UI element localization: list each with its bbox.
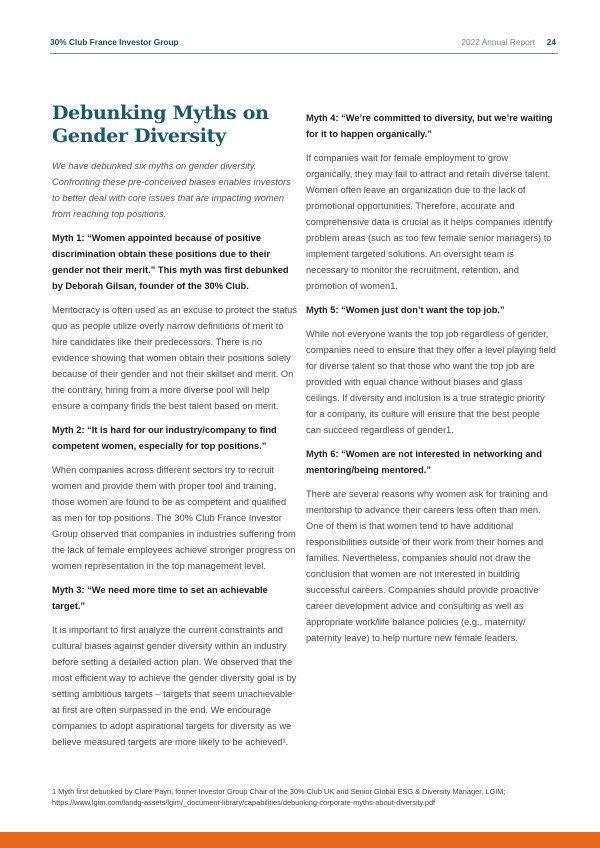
myth-4-body: If companies wait for female employment to grow organically, they may fail to attract and retain diverse talent. Women often leave an organization due to the lack of promotional opportunities. Therefore, accurate and comprehensive data is crucial as it helps companies identify problem areas (such as too few female senior managers) to implement targeted solutions. An oversight team is necessary to monitor the recruitment, retention, and promotion of women1. (306, 153, 553, 291)
header-report-title: 2022 Annual Report (461, 37, 535, 47)
left-column (52, 102, 298, 758)
page-header (50, 33, 558, 54)
myth-5-body: While not everyone wants the top job regardless of gender, companies need to ensure that they offer a level playing field for diverse talent so that those who want the top job are provided with equal chance without biases and glass ceilings. If diversity and inclusion is a true strategic priority for a company, its culture will ensure that the best people can succeed regardless of gender1. (306, 329, 556, 435)
myth-6-body: There are several reasons why women ask for training and mentorship to advance their careers less often than men. One of them is that women tend to have additional responsibilities outside of their work from their homes and families. Nevertheless, companies should not draw the conclusion that women are not interested in building successful careers. Companies should provide proactive career development advice and consulting as well as appropriate work/life balance policies (e.g., maternity/ paternity leave) to help nurture new female leaders. (306, 489, 548, 643)
myth-3-body: It is important to first analyze the current constraints and cultural biases against gender diversity within an industry before setting a detailed action plan. We observed that the most efficient way to achieve the gender diversity goal is by setting ambitious targets – targets that seem unachievable at first are often surpassed in the end. We encourage companies to adopt aspirational targets for diversity as we believe measured targets are more likely to be achieved¹. (52, 625, 297, 747)
myth-2-title: Myth 2: “It is hard for our industry/company to find competent women, especially for top positions.” (52, 425, 277, 451)
page-title: Debunking Myths on Gender Diversity (52, 102, 269, 147)
myth-2-body: When companies across different sectors try to recruit women and provide them with proper tool and training, those women are found to be as competent and qualified as men for top positions. The 30% Club France Investor Group observed that companies in industries suffering from the lack of female employees achieve stronger progress on women representation in the top management level. (52, 465, 296, 571)
myth-6-title: Myth 6: “Women are not interested in networking and mentoring/being mentored.” (306, 449, 542, 475)
header-right (461, 37, 556, 47)
footnote: 1 Myth first debunked by Clare Payn, former Investor Group Chair of the 30% Club UK and Senior Global ESG & Diversity Manager, LGIM; https://www.lgim.com/landg-assets/lgim/_document-library/capabilities/debunking-corporate-myths-about-diversity.pdf (52, 787, 506, 807)
intro-text: We have debunked six myths on gender diversity. Confronting these pre-conceived biases enables investors to better deal with core issues that are impacting women from reaching top positions. (52, 161, 291, 219)
myth-4-title: Myth 4: “We’re committed to diversity, but we’re waiting for it to happen organically.” (306, 113, 553, 139)
myth-1-body: Meritocracy is often used as an excuse to protect the status quo as people utilize overly narrow definitions of merit to hire candidates like their predecessors. There is no evidence showing that women obtain their positions solely because of their gender and not their skillset and merit. On the contrary, hiring from a more diverse pool will help ensure a company finds the best talent based on merit. (52, 305, 297, 411)
myth-1-title: Myth 1: “Women appointed because of positive discrimination obtain these positions due to their gender not their merit.” This myth was first debunked by Deborah Gilsan, founder of the 30% Club. (52, 233, 289, 291)
myth-3-title: Myth 3: “We need more time to set an achievable target.” (52, 585, 268, 611)
bottom-accent-bar (0, 832, 600, 848)
right-column (306, 110, 556, 654)
myth-5-title: Myth 5: “Women just don’t want the top job.” (306, 305, 505, 315)
header-org-name: 30% Club France Investor Group (50, 37, 179, 47)
page-number: 24 (546, 37, 556, 47)
